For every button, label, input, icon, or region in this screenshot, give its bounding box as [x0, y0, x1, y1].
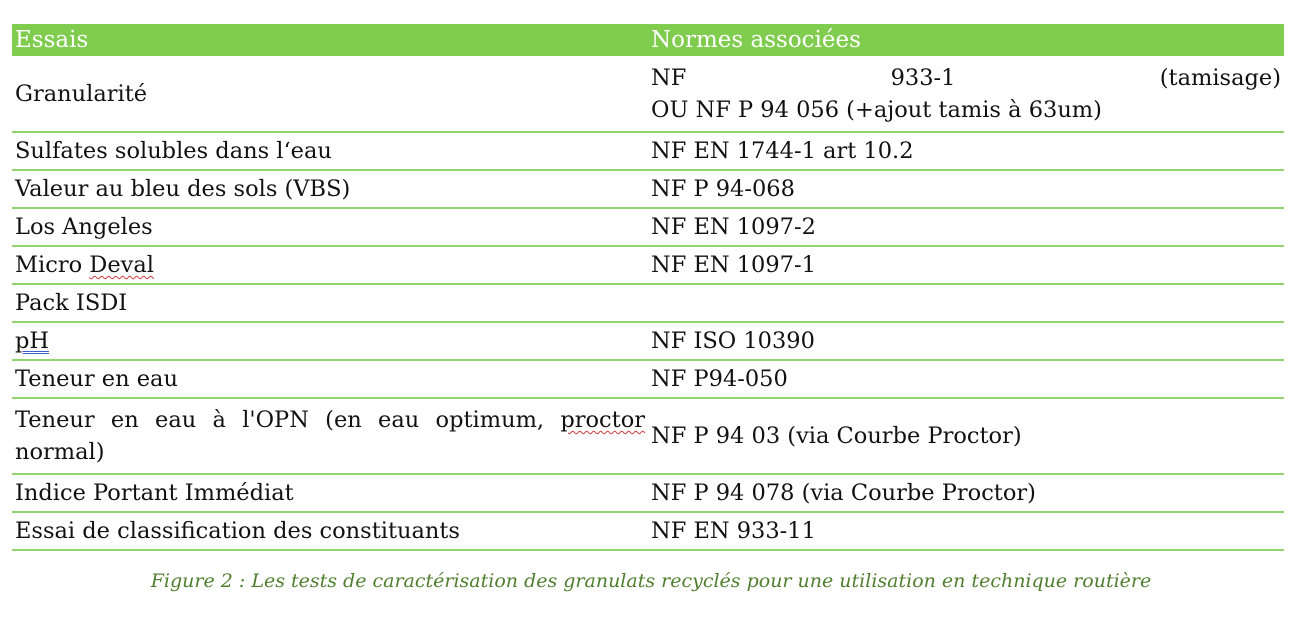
table-row: [12, 322, 1284, 360]
table-row: [12, 512, 1284, 550]
header-essais: Essais: [12, 24, 648, 56]
test-cell: [12, 246, 648, 284]
norm-cell: NF EN 1097-1: [648, 246, 1284, 284]
header-normes-associees: Normes associées: [648, 24, 1284, 56]
table-body: [12, 56, 1284, 550]
test-cell: Sulfates solubles dans l‘eau: [12, 132, 648, 170]
norm-line-1: NF 933-1 (tamisage): [651, 64, 1281, 91]
test-cell: [12, 322, 648, 360]
table-row: [12, 170, 1284, 208]
tests-table: [12, 24, 1284, 551]
test-cell: Indice Portant Immédiat: [12, 474, 648, 512]
norm-cell: NF EN 933-11: [648, 512, 1284, 550]
norm-cell: NF P 94-068: [648, 170, 1284, 208]
test-cell: Valeur au bleu des sols (VBS): [12, 170, 648, 208]
table-row: [12, 56, 1284, 132]
table-row: [12, 284, 1284, 322]
norm-cell: NF ISO 10390: [648, 322, 1284, 360]
test-cell: Essai de classification des constituants: [12, 512, 648, 550]
table-row: [12, 246, 1284, 284]
table-row: [12, 132, 1284, 170]
figure-caption: Figure 2 : Les tests de caractérisation des granulats recyclés pour une utilisation en technique routière: [150, 570, 1152, 592]
test-text: Micro: [15, 252, 90, 278]
table-row: [12, 208, 1284, 246]
test-cell: [12, 398, 648, 474]
test-cell: Pack ISDI: [12, 284, 648, 322]
grammar-flag-word[interactable]: pH: [15, 328, 50, 354]
test-cell: Granularité: [12, 56, 648, 132]
test-cell: Teneur en eau: [12, 360, 648, 398]
test-cell: Los Angeles: [12, 208, 648, 246]
table-header: [12, 24, 1284, 56]
norm-cell: NF P 94 078 (via Courbe Proctor): [648, 474, 1284, 512]
table-row: [12, 360, 1284, 398]
norm-cell: NF EN 1744-1 art 10.2: [648, 132, 1284, 170]
document-page: [12, 24, 1284, 551]
norm-cell: NF P94-050: [648, 360, 1284, 398]
header-row: [12, 24, 1284, 56]
norm-line-2: OU NF P 94 056 (+ajout tamis à 63um): [651, 96, 1102, 123]
norm-cell: NF P 94 03 (via Courbe Proctor): [648, 398, 1284, 474]
table-row: [12, 398, 1284, 474]
test-text: Teneur en eau à l'OPN (en eau optimum,: [15, 407, 561, 433]
spelling-flag-word[interactable]: proctor: [560, 407, 645, 433]
spelling-flag-word[interactable]: Deval: [89, 252, 154, 278]
norm-cell: [648, 284, 1284, 322]
norm-cell: [648, 56, 1284, 132]
table-row: [12, 474, 1284, 512]
norm-cell: NF EN 1097-2: [648, 208, 1284, 246]
test-text-suffix: normal): [15, 439, 105, 465]
